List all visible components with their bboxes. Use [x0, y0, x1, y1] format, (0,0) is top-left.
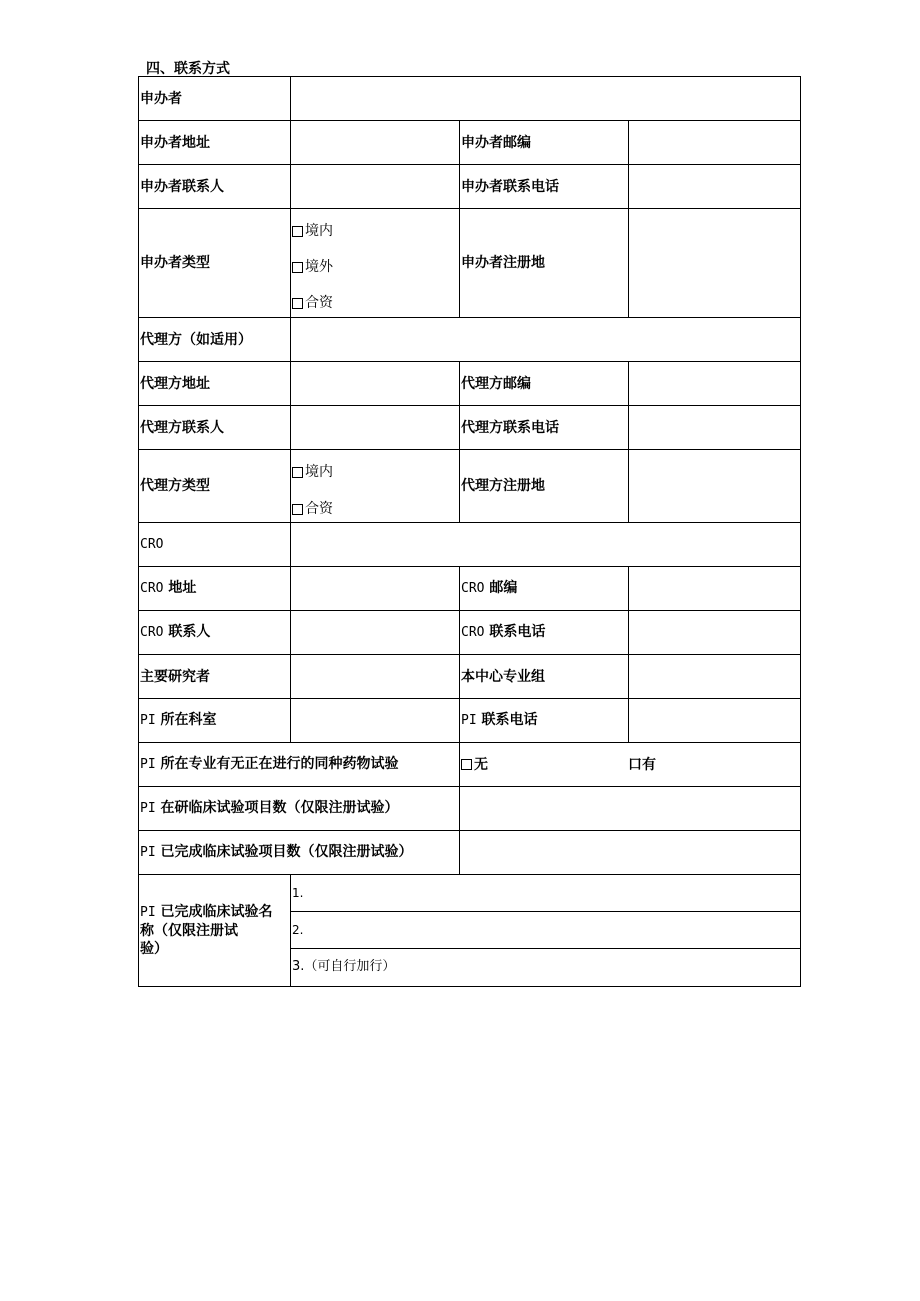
table-row	[139, 875, 801, 987]
agent-type-domestic[interactable]: 境内	[292, 463, 459, 481]
checkbox-icon[interactable]	[292, 298, 303, 309]
center-group-field[interactable]	[629, 655, 801, 699]
agent-type-options	[291, 450, 460, 523]
sponsor-type-label: 申办者类型	[139, 209, 291, 318]
cro-field[interactable]	[291, 523, 801, 567]
list-item[interactable]: 2.	[291, 912, 800, 949]
main-investigator-label: 主要研究者	[139, 655, 291, 699]
table-row	[139, 787, 801, 831]
sponsor-registration-label: 申办者注册地	[460, 209, 629, 318]
pi-in-progress-count-label: PI 在研临床试验项目数（仅限注册试验）	[139, 787, 460, 831]
section-heading: 四、联系方式	[146, 61, 230, 77]
sponsor-registration-field[interactable]	[629, 209, 801, 318]
agent-label: 代理方（如适用）	[139, 318, 291, 362]
main-investigator-field[interactable]	[291, 655, 460, 699]
cro-postcode-label: CRO 邮编	[460, 567, 629, 611]
pi-department-field[interactable]	[291, 699, 460, 743]
list-item[interactable]: 1.	[291, 875, 800, 912]
pi-ongoing-trial-options	[460, 743, 801, 787]
sponsor-field[interactable]	[291, 77, 801, 121]
agent-type-label: 代理方类型	[139, 450, 291, 523]
cro-address-field[interactable]	[291, 567, 460, 611]
list-item[interactable]: 3.（可自行加行）	[292, 959, 396, 974]
table-row	[139, 611, 801, 655]
option-none[interactable]: 无	[461, 756, 488, 774]
cro-contact-label: CRO 联系人	[139, 611, 291, 655]
agent-type-joint[interactable]: 合资	[292, 500, 459, 518]
sponsor-postcode-label: 申办者邮编	[460, 121, 629, 165]
center-group-label: 本中心专业组	[460, 655, 629, 699]
table-row	[139, 743, 801, 787]
agent-phone-field[interactable]	[629, 406, 801, 450]
table-row	[139, 523, 801, 567]
cro-postcode-field[interactable]	[629, 567, 801, 611]
checkbox-icon[interactable]	[461, 759, 472, 770]
table-row	[139, 450, 801, 523]
agent-phone-label: 代理方联系电话	[460, 406, 629, 450]
pi-in-progress-count-field[interactable]	[460, 787, 801, 831]
cro-address-label: CRO 地址	[139, 567, 291, 611]
checkbox-icon[interactable]: 口	[628, 756, 642, 773]
table-row	[139, 121, 801, 165]
checkbox-icon[interactable]	[292, 467, 303, 478]
option-yes[interactable]: 口 有	[628, 756, 656, 773]
cro-phone-label: CRO 联系电话	[460, 611, 629, 655]
pi-ongoing-trial-label: PI 所在专业有无正在进行的同种药物试验	[139, 743, 460, 787]
table-row	[139, 831, 801, 875]
table-row	[139, 362, 801, 406]
table-row	[139, 406, 801, 450]
sponsor-address-field[interactable]	[291, 121, 460, 165]
pi-completed-count-field[interactable]	[460, 831, 801, 875]
agent-contact-field[interactable]	[291, 406, 460, 450]
table-row	[139, 567, 801, 611]
sponsor-type-joint[interactable]: 合资	[292, 294, 459, 312]
agent-address-field[interactable]	[291, 362, 460, 406]
sponsor-contact-label: 申办者联系人	[139, 165, 291, 209]
sponsor-postcode-field[interactable]	[629, 121, 801, 165]
sponsor-type-overseas[interactable]: 境外	[292, 258, 459, 276]
checkbox-icon[interactable]	[292, 504, 303, 515]
agent-field[interactable]	[291, 318, 801, 362]
sponsor-contact-field[interactable]	[291, 165, 460, 209]
pi-completed-count-label: PI 已完成临床试验项目数（仅限注册试验）	[139, 831, 460, 875]
table-row	[139, 209, 801, 318]
table-row	[139, 318, 801, 362]
checkbox-icon[interactable]	[292, 262, 303, 273]
sponsor-address-label: 申办者地址	[139, 121, 291, 165]
sponsor-label: 申办者	[139, 77, 291, 121]
table-row	[139, 699, 801, 743]
pi-completed-names-label: PI 已完成临床试验名 称（仅限注册试 验）	[139, 875, 291, 987]
pi-phone-label: PI 联系电话	[460, 699, 629, 743]
agent-postcode-field[interactable]	[629, 362, 801, 406]
sponsor-phone-field[interactable]	[629, 165, 801, 209]
table-row	[139, 655, 801, 699]
sponsor-phone-label: 申办者联系电话	[460, 165, 629, 209]
pi-department-label: PI 所在科室	[139, 699, 291, 743]
contact-form-table	[138, 76, 801, 987]
sponsor-type-options	[291, 209, 460, 318]
pi-phone-field[interactable]	[629, 699, 801, 743]
table-row	[139, 165, 801, 209]
cro-label: CRO	[139, 523, 291, 567]
agent-contact-label: 代理方联系人	[139, 406, 291, 450]
table-row	[139, 77, 801, 121]
checkbox-icon[interactable]	[292, 226, 303, 237]
pi-completed-names-list	[291, 875, 801, 987]
sponsor-type-domestic[interactable]: 境内	[292, 222, 459, 240]
agent-address-label: 代理方地址	[139, 362, 291, 406]
agent-registration-field[interactable]	[629, 450, 801, 523]
agent-postcode-label: 代理方邮编	[460, 362, 629, 406]
cro-phone-field[interactable]	[629, 611, 801, 655]
agent-registration-label: 代理方注册地	[460, 450, 629, 523]
cro-contact-field[interactable]	[291, 611, 460, 655]
